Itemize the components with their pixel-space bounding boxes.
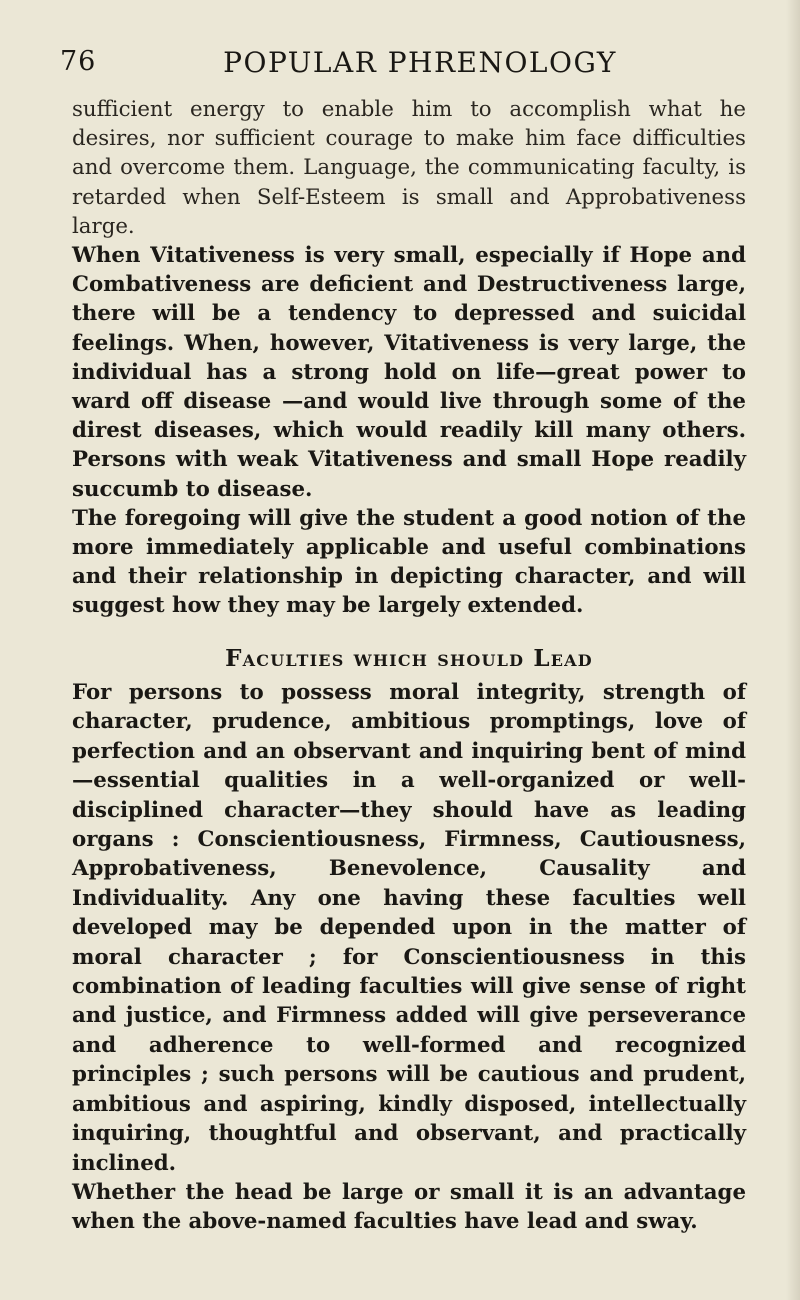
paragraph-moral-integrity: For persons to possess moral integrity, strength of character, prudence, ambitious promptings, love of perfection and an observant and inquiring bent of mind —essential qualities in a well-organized or well-disciplined character—they should have as leading organs : Conscientiousness, Firmness, Cautiousness, Approbativeness, Benevolence, Causality and Individuality. Any one having these faculties well developed may be depended upon in the matter of moral character ; for Conscientiousness in this combination of leading faculties will give sense of right and justice, and Firmness added will give perseverance and adherence to well-formed and recognized principles ; such persons will be cautious and prudent, ambitious and aspiring, kindly disposed, intellectually inquiring, thoughtful and observant, and practically inclined. xyxy=(72,680,746,1176)
section-text xyxy=(72,678,746,1237)
running-title: POPULAR PHRENOLOGY xyxy=(223,46,617,79)
section-heading: Faculties which should Lead xyxy=(225,645,593,672)
page-number: 76 xyxy=(60,46,97,77)
page-edge-shadow xyxy=(786,0,800,1300)
paragraph-head-size: Whether the head be large or small it is an advantage when the above-named faculties have lead and sway. xyxy=(72,1179,746,1235)
body-text xyxy=(72,95,746,621)
page-header xyxy=(60,46,740,86)
paragraph-continuation: sufficient energy to enable him to accomplish what he desires, nor sufficient courage to make him face difficulties and overcome them. Language, the communicating faculty, is retarded when Self-Esteem is small and Approbativeness large. xyxy=(72,97,746,239)
paragraph-vitativeness: When Vitativeness is very small, especially if Hope and Combativeness are deficient and Destructiveness large, there will be a tendency to depressed and suicidal feelings. When, however, Vitativeness is very large, the individual has a strong hold on life—great power to ward off disease —and would live through some of the direst diseases, which would readily kill many others. Persons with weak Vitativeness and small Hope readily succumb to disease. xyxy=(72,243,746,502)
paragraph-foregoing: The foregoing will give the student a good notion of the more immediately applicable and useful combinations and their relationship in depicting character, and will suggest how they may be largely extended. xyxy=(72,505,746,619)
